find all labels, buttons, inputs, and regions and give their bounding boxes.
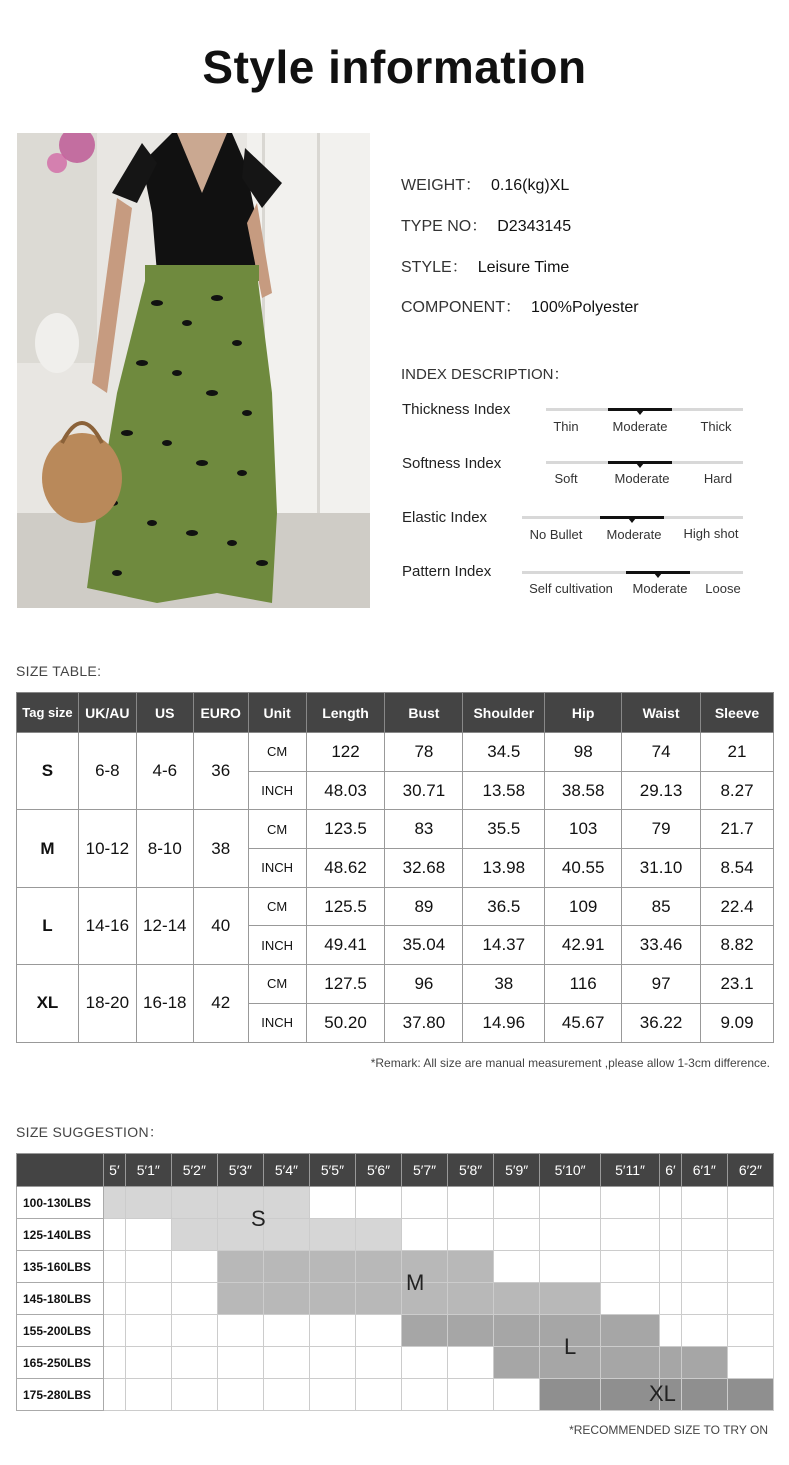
measurement-cell: 103	[545, 810, 622, 849]
measurement-cell: 122	[306, 733, 385, 772]
measurement-cell: 79	[622, 810, 701, 849]
suggestion-cell	[601, 1283, 660, 1315]
measurement-cell: 35.04	[385, 926, 463, 965]
unit-cell: CM	[248, 887, 306, 926]
softness-index-low: Soft	[554, 471, 578, 486]
suggestion-cell	[601, 1187, 660, 1219]
suggestion-row	[17, 1315, 774, 1347]
measurement-cell: 36.22	[622, 1003, 701, 1042]
suggestion-cell	[727, 1347, 773, 1379]
measurement-cell: 97	[622, 965, 701, 1004]
height-header: 5′4″	[263, 1154, 309, 1187]
height-header: 5′8″	[448, 1154, 494, 1187]
suggestion-cell	[681, 1347, 727, 1379]
suggestion-row	[17, 1187, 774, 1219]
measurement-cell: 48.62	[306, 849, 385, 888]
suggestion-cell	[125, 1379, 171, 1411]
measurement-cell: 48.03	[306, 771, 385, 810]
suggestion-cell	[402, 1347, 448, 1379]
measurement-cell: 13.58	[463, 771, 545, 810]
suggestion-cell	[125, 1347, 171, 1379]
suggestion-cell	[309, 1251, 355, 1283]
suggestion-cell	[217, 1379, 263, 1411]
suggestion-cell	[171, 1315, 217, 1347]
weight-label: 125-140LBS	[17, 1219, 104, 1251]
measurement-cell: 33.46	[622, 926, 701, 965]
measurement-cell: 40.55	[545, 849, 622, 888]
suggestion-label-xl: XL	[649, 1381, 676, 1406]
height-header: 5′6″	[356, 1154, 402, 1187]
suggestion-cell	[171, 1283, 217, 1315]
suggestion-cell	[356, 1347, 402, 1379]
uk-au-cell: 18-20	[78, 965, 136, 1042]
suggestion-corner	[17, 1154, 104, 1187]
spec-component: COMPONENT： 100%Polyester	[401, 299, 639, 316]
pattern-index-high: Loose	[705, 581, 741, 596]
measurement-cell: 8.82	[701, 926, 774, 965]
suggestion-cell	[217, 1347, 263, 1379]
measurement-cell: 14.37	[463, 926, 545, 965]
suggestion-cell	[402, 1315, 448, 1347]
product-photo	[17, 133, 370, 608]
suggestion-cell	[356, 1283, 402, 1315]
suggestion-cell	[309, 1187, 355, 1219]
suggestion-cell	[601, 1219, 660, 1251]
elastic-index-label: Elastic Index	[402, 509, 488, 526]
suggestion-cell	[356, 1315, 402, 1347]
suggestion-cell	[309, 1379, 355, 1411]
thickness-index-marker	[608, 408, 672, 411]
unit-cell: INCH	[248, 926, 306, 965]
suggestion-cell	[494, 1315, 540, 1347]
suggestion-row	[17, 1219, 774, 1251]
suggestion-cell	[540, 1219, 601, 1251]
size-table-row	[17, 810, 774, 849]
suggestion-cell	[217, 1315, 263, 1347]
height-header: 5′11″	[601, 1154, 660, 1187]
suggestion-cell	[402, 1219, 448, 1251]
suggestion-cell	[104, 1347, 126, 1379]
suggestion-cell	[540, 1379, 601, 1411]
suggestion-cell	[494, 1379, 540, 1411]
size-suggestion-table	[16, 1153, 774, 1411]
height-header: 5′5″	[309, 1154, 355, 1187]
euro-cell: 36	[193, 733, 248, 810]
page-title: Style information	[202, 41, 587, 93]
suggestion-cell	[727, 1219, 773, 1251]
suggestion-cell	[104, 1379, 126, 1411]
index-description-heading: INDEX DESCRIPTION：	[401, 366, 569, 383]
suggestion-cell	[448, 1187, 494, 1219]
suggestion-cell	[356, 1187, 402, 1219]
suggestion-cell	[448, 1347, 494, 1379]
suggestion-cell	[125, 1187, 171, 1219]
size-table-heading: SIZE TABLE:	[16, 663, 102, 679]
measurement-cell: 74	[622, 733, 701, 772]
suggestion-cell	[263, 1251, 309, 1283]
measurement-cell: 32.68	[385, 849, 463, 888]
elastic-index-low: No Bullet	[529, 527, 583, 542]
measurement-cell: 13.98	[463, 849, 545, 888]
suggestion-cell	[448, 1315, 494, 1347]
suggestion-cell	[263, 1187, 309, 1219]
measurement-cell: 85	[622, 887, 701, 926]
suggestion-cell	[125, 1251, 171, 1283]
suggestion-cell	[104, 1315, 126, 1347]
size-table-row	[17, 965, 774, 1004]
suggestion-cell	[104, 1187, 126, 1219]
measurement-cell: 29.13	[622, 771, 701, 810]
suggestion-cell	[309, 1347, 355, 1379]
measurement-cell: 36.5	[463, 887, 545, 926]
header-us: US	[136, 693, 193, 733]
us-cell: 12-14	[136, 887, 193, 964]
suggestion-cell	[125, 1283, 171, 1315]
suggestion-row	[17, 1283, 774, 1315]
suggestion-cell	[263, 1347, 309, 1379]
measurement-cell: 38.58	[545, 771, 622, 810]
euro-cell: 38	[193, 810, 248, 887]
suggestion-cell	[494, 1283, 540, 1315]
suggestion-cell	[263, 1315, 309, 1347]
suggestion-cell	[540, 1187, 601, 1219]
measurement-cell: 83	[385, 810, 463, 849]
suggestion-cell	[356, 1251, 402, 1283]
header-length: Length	[306, 693, 385, 733]
height-header: 5′1″	[125, 1154, 171, 1187]
suggestion-cell	[104, 1219, 126, 1251]
height-header: 5′3″	[217, 1154, 263, 1187]
measurement-cell: 127.5	[306, 965, 385, 1004]
header-waist: Waist	[622, 693, 701, 733]
elastic-index-high: High shot	[683, 526, 739, 541]
uk-au-cell: 6-8	[78, 733, 136, 810]
pattern-index-mid: Moderate	[632, 581, 688, 596]
weight-label: 135-160LBS	[17, 1251, 104, 1283]
header-bust: Bust	[385, 693, 463, 733]
size-remark: *Remark: All size are manual measurement ,please allow 1-3cm difference.	[370, 1056, 770, 1070]
suggestion-cell	[540, 1283, 601, 1315]
suggestion-cell	[402, 1379, 448, 1411]
weight-label: 100-130LBS	[17, 1187, 104, 1219]
height-header: 6′1″	[681, 1154, 727, 1187]
measurement-cell: 37.80	[385, 1003, 463, 1042]
us-cell: 8-10	[136, 810, 193, 887]
measurement-cell: 38	[463, 965, 545, 1004]
suggestion-cell	[263, 1379, 309, 1411]
measurement-cell: 35.5	[463, 810, 545, 849]
measurement-cell: 30.71	[385, 771, 463, 810]
suggestion-cell	[660, 1187, 682, 1219]
pattern-index-marker	[626, 571, 690, 574]
weight-label: 175-280LBS	[17, 1379, 104, 1411]
measurement-cell: 116	[545, 965, 622, 1004]
suggestion-cell	[494, 1219, 540, 1251]
suggestion-cell	[309, 1283, 355, 1315]
thickness-index-low: Thin	[553, 419, 579, 434]
pattern-index-label: Pattern Index	[402, 563, 492, 580]
header-unit: Unit	[248, 693, 306, 733]
suggestion-cell	[171, 1219, 217, 1251]
suggestion-header-row	[17, 1154, 774, 1187]
measurement-cell: 123.5	[306, 810, 385, 849]
suggestion-cell	[171, 1251, 217, 1283]
spec-weight: WEIGHT： 0.16(kg)XL	[401, 177, 570, 194]
elastic-index-mid: Moderate	[606, 527, 662, 542]
measurement-cell: 34.5	[463, 733, 545, 772]
suggestion-cell	[681, 1315, 727, 1347]
suggestion-cell	[601, 1347, 660, 1379]
weight-label: 145-180LBS	[17, 1283, 104, 1315]
suggestion-cell	[356, 1219, 402, 1251]
suggestion-cell	[125, 1219, 171, 1251]
spec-type-no: TYPE NO： D2343145	[401, 218, 572, 235]
header-euro: EURO	[193, 693, 248, 733]
height-header: 5′9″	[494, 1154, 540, 1187]
unit-cell: CM	[248, 810, 306, 849]
size-table	[16, 692, 774, 1043]
measurement-cell: 45.67	[545, 1003, 622, 1042]
measurement-cell: 49.41	[306, 926, 385, 965]
us-cell: 4-6	[136, 733, 193, 810]
suggestion-cell	[309, 1315, 355, 1347]
suggestion-cell	[601, 1315, 660, 1347]
softness-index-label: Softness Index	[402, 455, 502, 472]
suggestion-cell	[494, 1251, 540, 1283]
measurement-cell: 8.54	[701, 849, 774, 888]
suggestion-row	[17, 1347, 774, 1379]
size-table-row	[17, 887, 774, 926]
suggestion-cell	[727, 1187, 773, 1219]
suggestion-cell	[171, 1347, 217, 1379]
unit-cell: CM	[248, 965, 306, 1004]
height-header: 6′2″	[727, 1154, 773, 1187]
measurement-cell: 31.10	[622, 849, 701, 888]
spec-style: STYLE： Leisure Time	[401, 259, 570, 276]
suggestion-cell	[402, 1187, 448, 1219]
measurement-cell: 14.96	[463, 1003, 545, 1042]
measurement-cell: 96	[385, 965, 463, 1004]
recommend-note: *RECOMMENDED SIZE TO TRY ON	[569, 1423, 768, 1437]
uk-au-cell: 10-12	[78, 810, 136, 887]
suggestion-cell	[660, 1251, 682, 1283]
softness-index-high: Hard	[703, 471, 733, 486]
height-header: 5′10″	[540, 1154, 601, 1187]
suggestion-cell	[660, 1283, 682, 1315]
suggestion-cell	[681, 1379, 727, 1411]
softness-index-marker	[608, 461, 672, 464]
pattern-index-low: Self cultivation	[529, 581, 613, 596]
suggestion-cell	[309, 1219, 355, 1251]
measurement-cell: 98	[545, 733, 622, 772]
height-header: 5′7″	[402, 1154, 448, 1187]
suggestion-cell	[104, 1251, 126, 1283]
measurement-cell: 50.20	[306, 1003, 385, 1042]
suggestion-cell	[660, 1219, 682, 1251]
suggestion-cell	[727, 1315, 773, 1347]
header-sleeve: Sleeve	[701, 693, 774, 733]
suggestion-cell	[681, 1283, 727, 1315]
us-cell: 16-18	[136, 965, 193, 1042]
suggestion-cell	[217, 1251, 263, 1283]
measurement-cell: 89	[385, 887, 463, 926]
thickness-index-mid: Moderate	[612, 419, 668, 434]
measurement-cell: 78	[385, 733, 463, 772]
suggestion-cell	[171, 1379, 217, 1411]
euro-cell: 40	[193, 887, 248, 964]
height-header: 5′	[104, 1154, 126, 1187]
measurement-cell: 21.7	[701, 810, 774, 849]
suggestion-cell	[727, 1251, 773, 1283]
measurement-cell: 109	[545, 887, 622, 926]
suggestion-cell	[448, 1379, 494, 1411]
height-header: 6′	[660, 1154, 682, 1187]
tag-size-cell: XL	[17, 965, 79, 1042]
suggestion-label-s: S	[251, 1206, 266, 1231]
suggestion-cell	[681, 1251, 727, 1283]
weight-label: 165-250LBS	[17, 1347, 104, 1379]
suggestion-cell	[681, 1219, 727, 1251]
suggestion-cell	[660, 1315, 682, 1347]
suggestion-cell	[448, 1251, 494, 1283]
suggestion-row	[17, 1251, 774, 1283]
tag-size-cell: M	[17, 810, 79, 887]
elastic-index-marker	[600, 516, 664, 519]
uk-au-cell: 14-16	[78, 887, 136, 964]
header-hip: Hip	[545, 693, 622, 733]
suggestion-cell	[494, 1187, 540, 1219]
suggestion-cell	[681, 1187, 727, 1219]
measurement-cell: 23.1	[701, 965, 774, 1004]
size-suggestion-heading: SIZE SUGGESTION：	[16, 1124, 164, 1140]
size-table-header-row	[17, 693, 774, 733]
softness-index-mid: Moderate	[614, 471, 670, 486]
tag-size-cell: L	[17, 887, 79, 964]
measurement-cell: 22.4	[701, 887, 774, 926]
measurement-cell: 125.5	[306, 887, 385, 926]
suggestion-label-m: M	[406, 1270, 425, 1295]
thickness-index-high: Thick	[700, 419, 732, 434]
size-table-row	[17, 733, 774, 772]
header-shoulder: Shoulder	[463, 693, 545, 733]
suggestion-cell	[660, 1347, 682, 1379]
measurement-cell: 21	[701, 733, 774, 772]
measurement-cell: 8.27	[701, 771, 774, 810]
unit-cell: INCH	[248, 849, 306, 888]
suggestion-label-l: L	[564, 1334, 577, 1359]
suggestion-cell	[601, 1251, 660, 1283]
header-uk-au: UK/AU	[78, 693, 136, 733]
height-header: 5′2″	[171, 1154, 217, 1187]
euro-cell: 42	[193, 965, 248, 1042]
measurement-cell: 9.09	[701, 1003, 774, 1042]
unit-cell: INCH	[248, 1003, 306, 1042]
suggestion-cell	[727, 1283, 773, 1315]
suggestion-cell	[104, 1283, 126, 1315]
suggestion-cell	[494, 1347, 540, 1379]
suggestion-cell	[727, 1379, 773, 1411]
suggestion-cell	[356, 1379, 402, 1411]
suggestion-cell	[540, 1251, 601, 1283]
weight-label: 155-200LBS	[17, 1315, 104, 1347]
suggestion-cell	[448, 1219, 494, 1251]
suggestion-cell	[217, 1283, 263, 1315]
suggestion-cell	[171, 1187, 217, 1219]
suggestion-cell	[263, 1283, 309, 1315]
suggestion-cell	[125, 1315, 171, 1347]
header-tag-size: Tag size	[17, 693, 79, 733]
measurement-cell: 42.91	[545, 926, 622, 965]
unit-cell: INCH	[248, 771, 306, 810]
suggestion-cell	[448, 1283, 494, 1315]
thickness-index-label: Thickness Index	[402, 401, 511, 418]
suggestion-cell	[263, 1219, 309, 1251]
tag-size-cell: S	[17, 733, 79, 810]
unit-cell: CM	[248, 733, 306, 772]
